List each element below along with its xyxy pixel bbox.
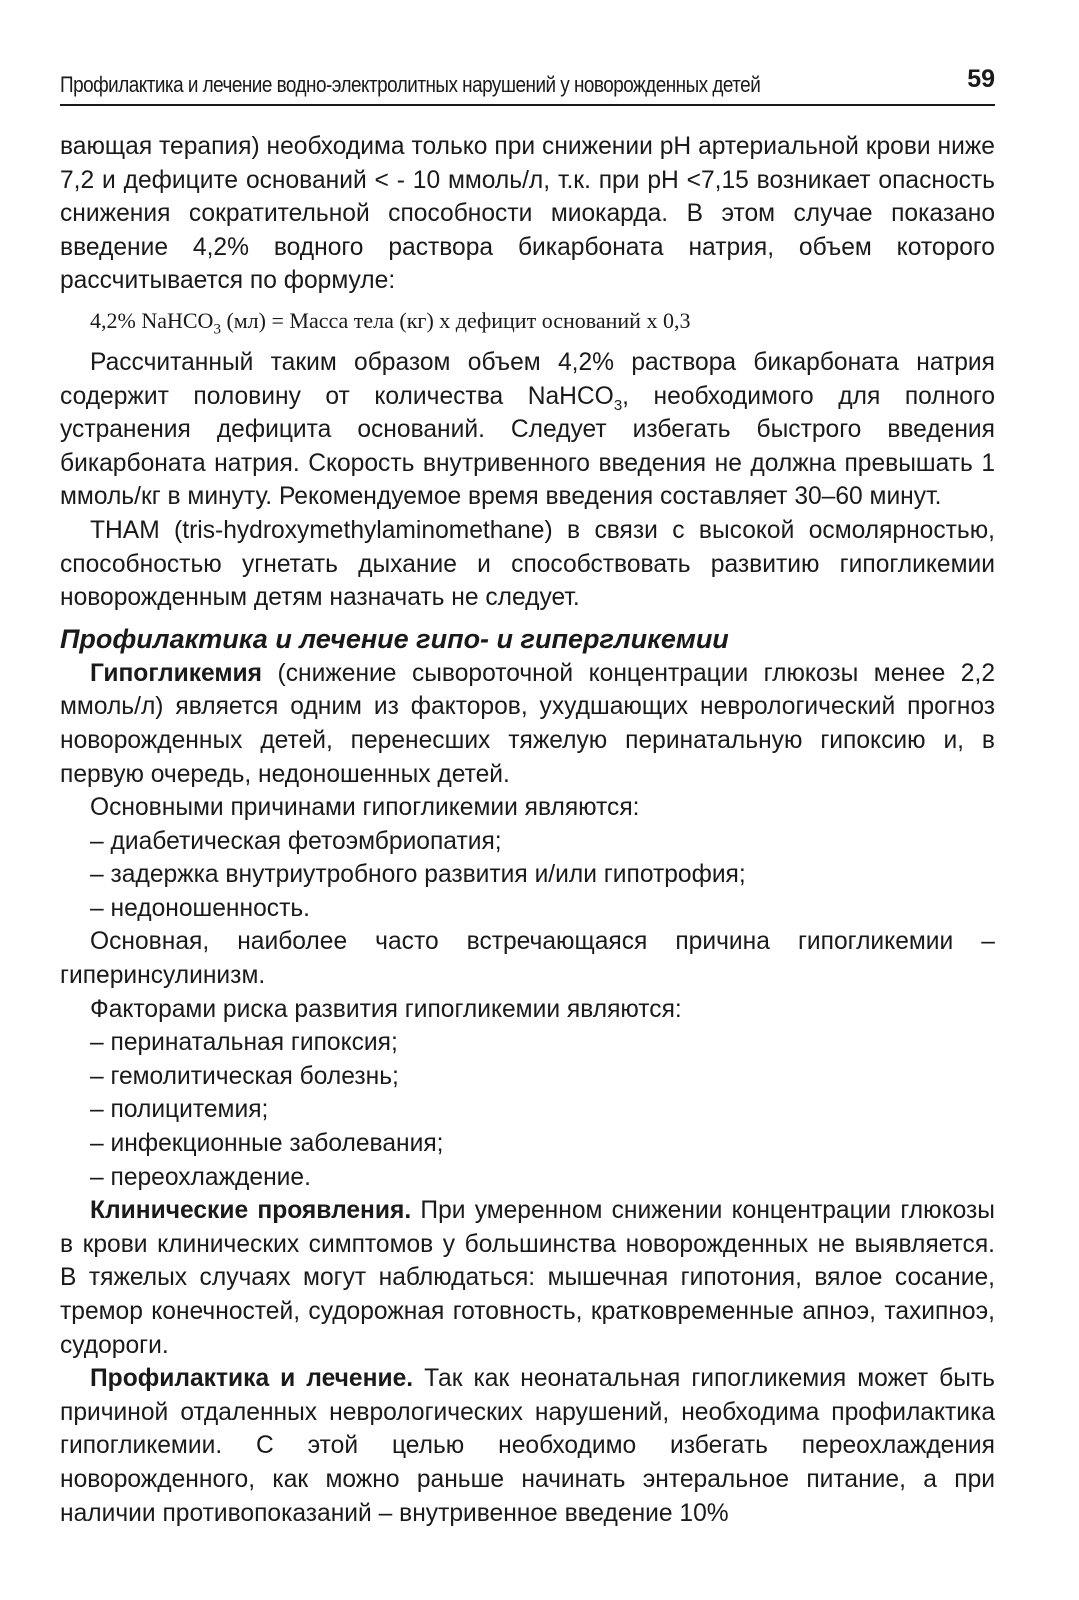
paragraph-main-cause: Основная, наиболее часто встречающаяся причина гипогликемии – гиперинсулинизм. [60, 928, 995, 990]
prevention-text: Так как неонатальная гипогликемия может быть причиной отдаленных неврологических нарушений, необходима профилактика гипогликемии. С этой целью необходимо избегать переохлаждения новорожденного, как можно раньше начинать энтеральное питание, а при наличии противопоказаний – внутривенное введение 10% [60, 1365, 995, 1527]
hypoglycemia-definition: (снижение сывороточной концентрации глюкозы менее 2,2 ммоль/л) является одним из факторов, ухудшающих неврологический прогноз новорожденных детей, перенесших тяжелую перинатальную гипоксию и, в первую очередь, недоношенных детей. [60, 659, 995, 788]
bicarbonate-formula [90, 306, 995, 336]
section-heading: Профилактика и лечение гипо- и гипергликемии [60, 623, 729, 654]
body-text [60, 130, 995, 1530]
list-item: – полицитемия; [90, 1096, 269, 1124]
paragraph-hypoglycemia [60, 657, 995, 791]
formula-part-b: (мл) = Масса тела (кг) х дефицит оснований х 0,3 [220, 307, 691, 333]
list-item: – диабетическая фетоэмбриопатия; [90, 827, 502, 855]
hypoglycemia-term: Гипогликемия [90, 659, 263, 687]
paragraph-prevention [60, 1362, 995, 1530]
clinical-term: Клинические проявления. [90, 1197, 412, 1225]
paragraph-tham: THAM (tris-hydroxymethylaminomethane) в связи с высокой осмолярностью, способностью угнетать дыхание и способствовать развитию гипогликемии новорожденным детям назначать не следует. [60, 516, 995, 612]
paragraph-bicarbonate-volume [60, 346, 995, 514]
page-number: 59 [967, 65, 995, 93]
formula-subscript: 3 [213, 321, 221, 338]
paragraph-risks-intro: Факторами риска развития гипогликемии являются: [90, 995, 682, 1023]
list-item: – инфекционные заболевания; [90, 1130, 444, 1158]
causes-list [60, 825, 995, 926]
list-item: – гемолитическая болезнь; [90, 1062, 399, 1090]
risks-list [60, 1026, 995, 1194]
running-header [60, 56, 995, 106]
paragraph-therapy: вающая терапия) необходима только при снижении pH артериальной крови ниже 7,2 и дефиците оснований < - 10 ммоль/л, т.к. при pH <7,15 возникает опасность снижения сократительной способности миокарда. В этом случае показано введение 4,2% водного раствора бикарбоната натрия, объем которого рассчитывается по формуле: [60, 133, 995, 295]
p2-subscript: 3 [613, 396, 623, 414]
list-item: – перинатальная гипоксия; [90, 1029, 398, 1057]
list-item: – переохлаждение. [90, 1163, 311, 1191]
formula-part-a: 4,2% NaHCO [90, 307, 214, 333]
running-title: Профилактика и лечение водно-электролитных нарушений у новорожденных детей [60, 72, 761, 97]
list-item: – задержка внутриутробного развития и/или гипотрофия; [90, 861, 746, 889]
p2-part-b: , необходимого для полного устранения дефицита оснований. Следует избегать быстрого введения бикарбоната натрия. Скорость внутривенного введения не должна превышать 1 ммоль/кг в минуту. Рекомендуемое время введения составляет 30–60 минут. [60, 382, 995, 511]
book-page [60, 56, 995, 1530]
paragraph-clinical [60, 1194, 995, 1362]
prevention-term: Профилактика и лечение. [90, 1365, 414, 1393]
p2-part-a: Рассчитанный таким образом объем 4,2% раствора бикарбоната натрия содержит половину от количества NaHCO [60, 348, 995, 410]
paragraph-causes-intro: Основными причинами гипогликемии являются: [90, 794, 640, 822]
list-item: – недоношенность. [90, 894, 310, 922]
clinical-text: При умеренном снижении концентрации глюкозы в крови клинических симптомов у большинства новорожденных не выявляется. В тяжелых случаях могут наблюдаться: мышечная гипотония, вялое сосание, тремор конечностей, судорожная готовность, кратковременные апноэ, тахипноэ, судороги. [60, 1197, 995, 1359]
